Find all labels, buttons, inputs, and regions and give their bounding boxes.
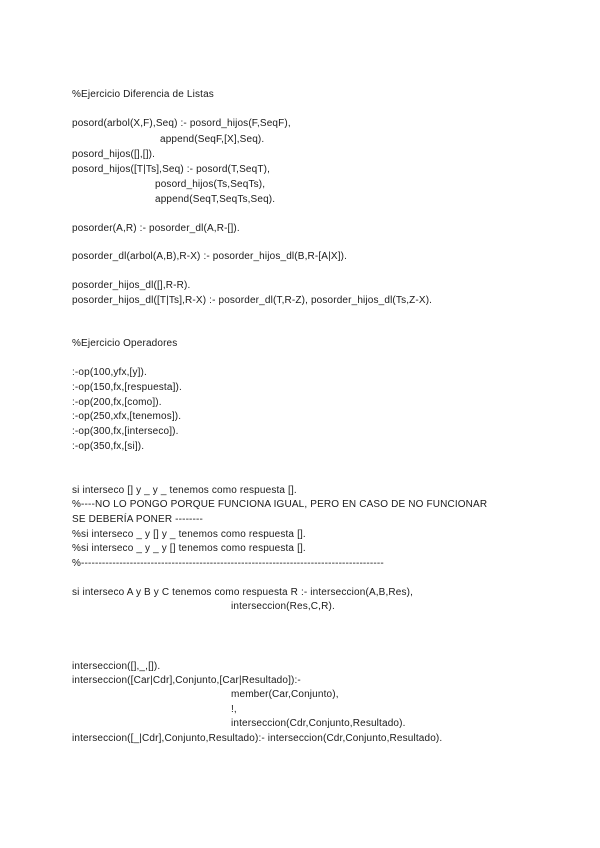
interseccion-line: interseccion([],_,[]). xyxy=(72,661,161,672)
interseccion-line: member(Car,Conjunto), xyxy=(231,689,339,700)
interseccion-line: !, xyxy=(231,704,237,715)
op-line: :-op(150,fx,[respuesta]). xyxy=(72,382,182,393)
comment-divider: %--------------------------------------------------------------------------------------- xyxy=(72,558,384,569)
interseccion-line: interseccion([Car|Cdr],Conjunto,[Car|Resultado]):- xyxy=(72,675,301,686)
note-line: si interseco [] y _ y _ tenemos como respuesta []. xyxy=(72,485,297,496)
code-line: posord_hijos([],[]). xyxy=(72,149,156,160)
rule-line: interseccion(Res,C,R). xyxy=(231,601,335,612)
comment-line: SE DEBERÍA PONER -------- xyxy=(72,514,203,525)
code-line: append(SeqF,[X],Seq). xyxy=(160,134,265,145)
comment-line: %si interseco _ y [] y _ tenemos como respuesta []. xyxy=(72,529,306,540)
code-line: append(SeqT,SeqTs,Seq). xyxy=(155,194,276,205)
code-line: posord_hijos([T|Ts],Seq) :- posord(T,SeqT), xyxy=(72,164,271,175)
code-line: posorder_dl(arbol(A,B),R-X) :- posorder_hijos_dl(B,R-[A|X]). xyxy=(72,251,348,262)
op-line: :-op(300,fx,[interseco]). xyxy=(72,426,179,437)
section-heading-operadores: %Ejercicio Operadores xyxy=(72,338,178,349)
op-line: :-op(200,fx,[como]). xyxy=(72,397,162,408)
interseccion-line: interseccion([_|Cdr],Conjunto,Resultado):- interseccion(Cdr,Conjunto,Resultado). xyxy=(72,733,443,744)
interseccion-line: interseccion(Cdr,Conjunto,Resultado). xyxy=(231,718,406,729)
code-line: posorder_hijos_dl([],R-R). xyxy=(72,280,191,291)
code-line: posord_hijos(Ts,SeqTs), xyxy=(155,179,266,190)
op-line: :-op(250,xfx,[tenemos]). xyxy=(72,411,182,422)
comment-line: %----NO LO PONGO PORQUE FUNCIONA IGUAL, PERO EN CASO DE NO FUNCIONAR xyxy=(72,499,488,510)
op-line: :-op(350,fx,[si]). xyxy=(72,441,145,452)
rule-line: si interseco A y B y C tenemos como respuesta R :- interseccion(A,B,Res), xyxy=(72,587,414,598)
op-line: :-op(100,yfx,[y]). xyxy=(72,367,147,378)
code-line: posorder_hijos_dl([T|Ts],R-X) :- posorder_dl(T,R-Z), posorder_hijos_dl(Ts,Z-X). xyxy=(72,295,433,306)
code-line: posord(arbol(X,F),Seq) :- posord_hijos(F,SeqF), xyxy=(72,118,291,129)
section-heading-diferencia: %Ejercicio Diferencia de Listas xyxy=(72,89,214,100)
code-line: posorder(A,R) :- posorder_dl(A,R-[]). xyxy=(72,223,240,234)
comment-line: %si interseco _ y _ y [] tenemos como respuesta []. xyxy=(72,543,306,554)
